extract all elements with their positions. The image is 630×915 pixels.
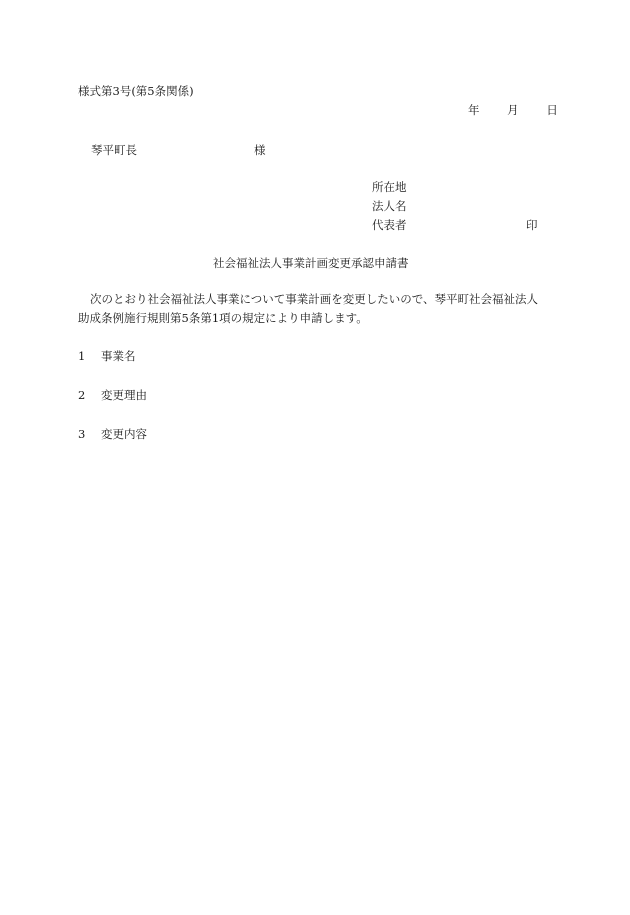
addressee-honorific: 様 — [254, 143, 266, 157]
seal-label: 印 — [526, 218, 538, 232]
addressee-name: 琴平町長 — [91, 143, 137, 157]
form-number: 様式第3号(第5条関係) — [78, 84, 194, 98]
date-day-label: 日 — [546, 103, 558, 117]
item-3 — [78, 427, 147, 442]
item-2 — [78, 388, 147, 403]
date-month-label: 月 — [507, 103, 519, 117]
body-line-1: 次のとおり社会福祉法人事業について事業計画を変更したいので、琴平町社会福祉法人 — [90, 292, 539, 306]
date-line — [468, 103, 558, 118]
item-number: 2 — [78, 388, 86, 402]
body-paragraph — [78, 290, 568, 328]
body-line-2: 助成条例施行規則第5条第1項の規定により申請します。 — [78, 311, 368, 325]
address-label: 所在地 — [372, 180, 407, 194]
item-number: 1 — [78, 349, 86, 363]
item-number: 3 — [78, 427, 86, 441]
item-label: 事業名 — [100, 349, 136, 363]
corp-name-label: 法人名 — [372, 199, 407, 213]
item-label: 変更内容 — [100, 427, 147, 441]
representative-label: 代表者 — [372, 218, 407, 232]
item-label: 変更理由 — [100, 388, 147, 402]
document-title: 社会福祉法人事業計画変更承認申請書 — [213, 256, 409, 270]
item-1 — [78, 349, 135, 364]
date-year-label: 年 — [468, 103, 480, 117]
